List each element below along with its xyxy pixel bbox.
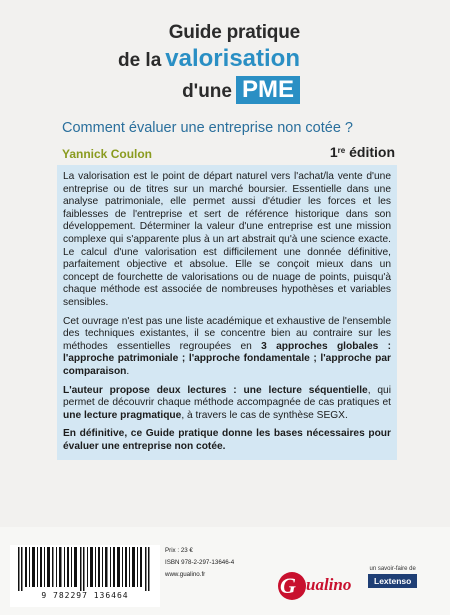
subtitle: Comment évaluer une entreprise non cotée ? [62,120,353,136]
description-paragraph-2 [63,316,391,379]
website-text: www.gualino.fr [165,571,206,578]
edition-word: édition [345,144,395,160]
p2-text: Cet ouvrage n'est pas une liste académique et exhaustive de l'ensemble des techniques existantes, il se concentre bien au contraire sur les méthodes essentielles regroupées en [63,315,391,352]
edition-label [330,144,395,160]
gualino-logo-mark [278,572,306,600]
description-paragraph-1: La valorisation est le point de départ naturel vers l'achat/la vente d'une entreprise ou de titres sur un marché boursier. Essentielle dans une analyse patrimoniale, elle permet aussi d'étudier les forces et les faiblesses de l'entreprise et sert de référence historique dans son développement. Déterminer la valeur d'une entreprise est une mission complexe qui s'apparente plus à un art abstrait qu'à une science exacte. Le calcul d'une valorisation est difficilement une donnée définitive, parfaitement objective et absolue. Elle se conçoit mieux dans un concept de fourchette de valorisations ou de nuage de points, puisqu'à chaque méthode est associée de nombreuses hypothèses et variables sensibles. [63,171,391,308]
isbn-barcode [10,545,160,607]
p3-end: , à travers le cas de synthèse SEGX. [181,409,348,421]
edition-superscript: re [337,146,346,155]
isbn-text: ISBN 978-2-297-13646-4 [165,559,235,566]
title-block [0,22,300,107]
title-line-2 [0,44,300,76]
lextenso-badge [368,566,417,588]
price-isbn-info [165,545,234,581]
lextenso-tagline: un savoir-faire de [369,566,416,572]
p3-lead: L'auteur propose deux lectures : une lecture séquentielle [63,384,368,396]
gualino-logo-text: ualino [306,575,352,594]
description-paragraph-4: En définitive, ce Guide pratique donne les bases nécessaires pour évaluer une entreprise non cotée. [63,428,391,452]
author-name: Yannick Coulon [62,147,153,161]
description-box [57,165,397,460]
barcode-bars [18,547,154,591]
p2-end: . [126,365,130,377]
description-paragraph-3 [63,385,391,423]
gualino-logo-letter: G [280,573,296,598]
title-line-3 [0,76,300,107]
title-line-2-prefix: de la [117,50,162,71]
lextenso-logo: Lextenso [368,574,417,588]
edition-number: 1 [329,144,338,160]
title-pme-box: PME [236,76,300,104]
barcode-number: 9 782297 136464 [41,591,129,600]
p3-text: , qui permet de découvrir chaque méthode accompagnée de cas pratiques et [63,384,391,409]
price-text: Prix : 23 € [165,547,193,554]
title-line-1: Guide pratique [168,22,300,43]
title-line-3-prefix: d'une [182,81,232,102]
p3-pragmatic: une lecture pragmatique [63,409,182,421]
title-valorisation: valorisation [165,45,300,72]
p2-approaches: 3 approches globales : l'approche patrimoniale ; l'approche fondamentale ; l'approche par comparaison [63,340,391,377]
